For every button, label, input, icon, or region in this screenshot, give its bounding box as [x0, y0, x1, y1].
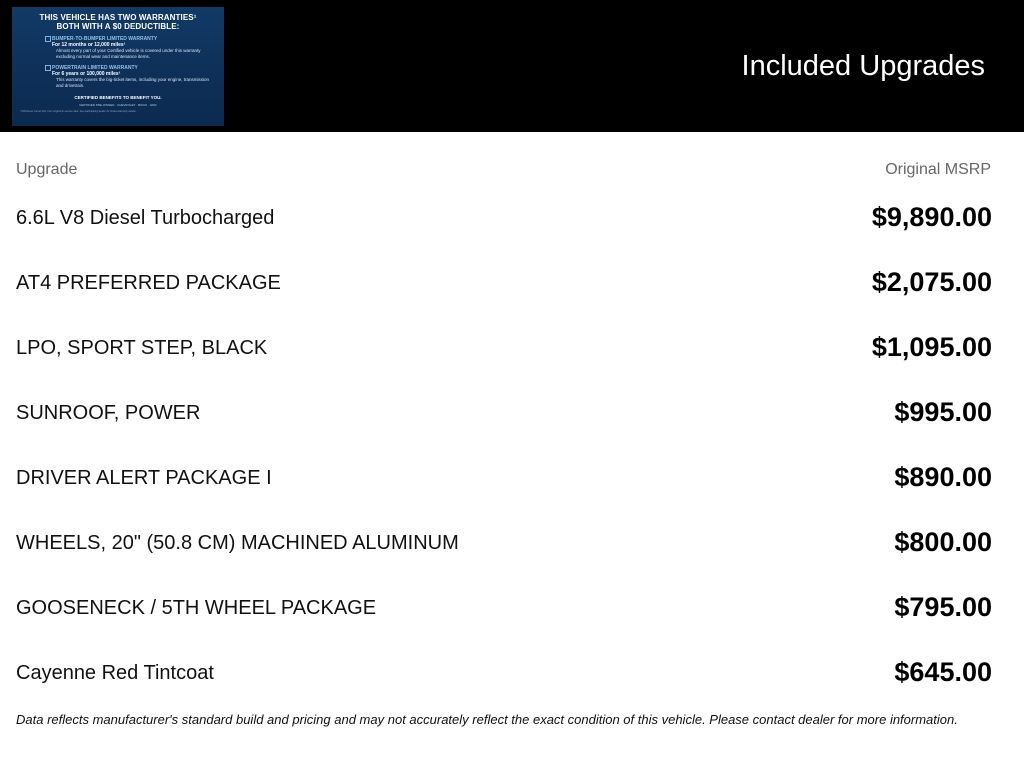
upgrade-price: $795.00 [894, 592, 992, 622]
column-header-upgrade: Upgrade [16, 161, 78, 178]
upgrade-name: SUNROOF, POWER [16, 402, 201, 424]
upgrade-name: 6.6L V8 Diesel Turbocharged [16, 207, 275, 229]
banner-item-sub: For 6 years or 100,000 miles¹ [52, 71, 121, 77]
page-title: Included Upgrades [741, 50, 985, 82]
table-row [0, 250, 1024, 315]
upgrade-name: GOOSENECK / 5TH WHEEL PACKAGE [16, 597, 377, 619]
banner-item-body: Almost every part of your Certified vehicle is covered under this warranty excluding normal wear and maintenance items. [56, 48, 201, 59]
checkbox-icon [45, 36, 51, 42]
banner-item-head: POWERTRAIN LIMITED WARRANTY [52, 65, 138, 71]
table-row [0, 445, 1024, 510]
banner-item-bumper [20, 36, 216, 60]
disclaimer-text: Data reflects manufacturer's standard build and pricing and may not accurately reflect the exact condition of this vehicle. Please contact dealer for more information. [16, 712, 958, 727]
upgrade-price: $2,075.00 [871, 267, 992, 297]
upgrade-name: Cayenne Red Tintcoat [16, 662, 214, 684]
banner-item-head: BUMPER-TO-BUMPER LIMITED WARRANTY [52, 36, 158, 42]
banner-title [20, 13, 216, 31]
table-row [0, 315, 1024, 380]
banner-title-line1: THIS VEHICLE HAS TWO WARRANTIES¹ [39, 13, 197, 22]
warranty-banner-image [12, 7, 224, 126]
table-row [0, 185, 1024, 250]
upgrade-name: DRIVER ALERT PACKAGE I [16, 467, 272, 489]
upgrade-price: $800.00 [894, 527, 992, 557]
banner-footer: CERTIFIED BENEFITS TO BENEFIT YOU. [74, 95, 162, 100]
header-bar [0, 0, 1024, 132]
upgrades-list [0, 185, 1024, 705]
upgrade-price: $995.00 [894, 397, 992, 427]
table-row [0, 510, 1024, 575]
banner-item-sub: For 12 months or 12,000 miles¹ [52, 42, 126, 48]
banner-item-powertrain [20, 65, 216, 89]
upgrade-price: $645.00 [894, 657, 992, 687]
table-row [0, 575, 1024, 640]
banner-fine-print: ¹ Whichever comes first, from original in-service date. See participating dealer for limited warranty details. [20, 110, 137, 113]
upgrade-price: $9,890.00 [871, 202, 992, 232]
brand-logos: CERTIFIED PRE-OWNED · CHEVROLET · BUICK · GMC [79, 103, 157, 107]
banner-item-body: This warranty covers the big-ticket items, including your engine, transmission and drivetrain. [56, 77, 210, 88]
banner-title-line2: BOTH WITH A $0 DEDUCTIBLE: [56, 22, 180, 31]
column-header-msrp: Original MSRP [885, 161, 991, 178]
table-row [0, 380, 1024, 445]
upgrade-price: $1,095.00 [871, 332, 992, 362]
upgrade-price: $890.00 [894, 462, 992, 492]
checkbox-icon [45, 65, 51, 71]
upgrade-name: AT4 PREFERRED PACKAGE [16, 272, 281, 294]
upgrade-name: WHEELS, 20" (50.8 CM) MACHINED ALUMINUM [16, 532, 459, 554]
table-row [0, 640, 1024, 705]
upgrade-name: LPO, SPORT STEP, BLACK [16, 337, 268, 359]
